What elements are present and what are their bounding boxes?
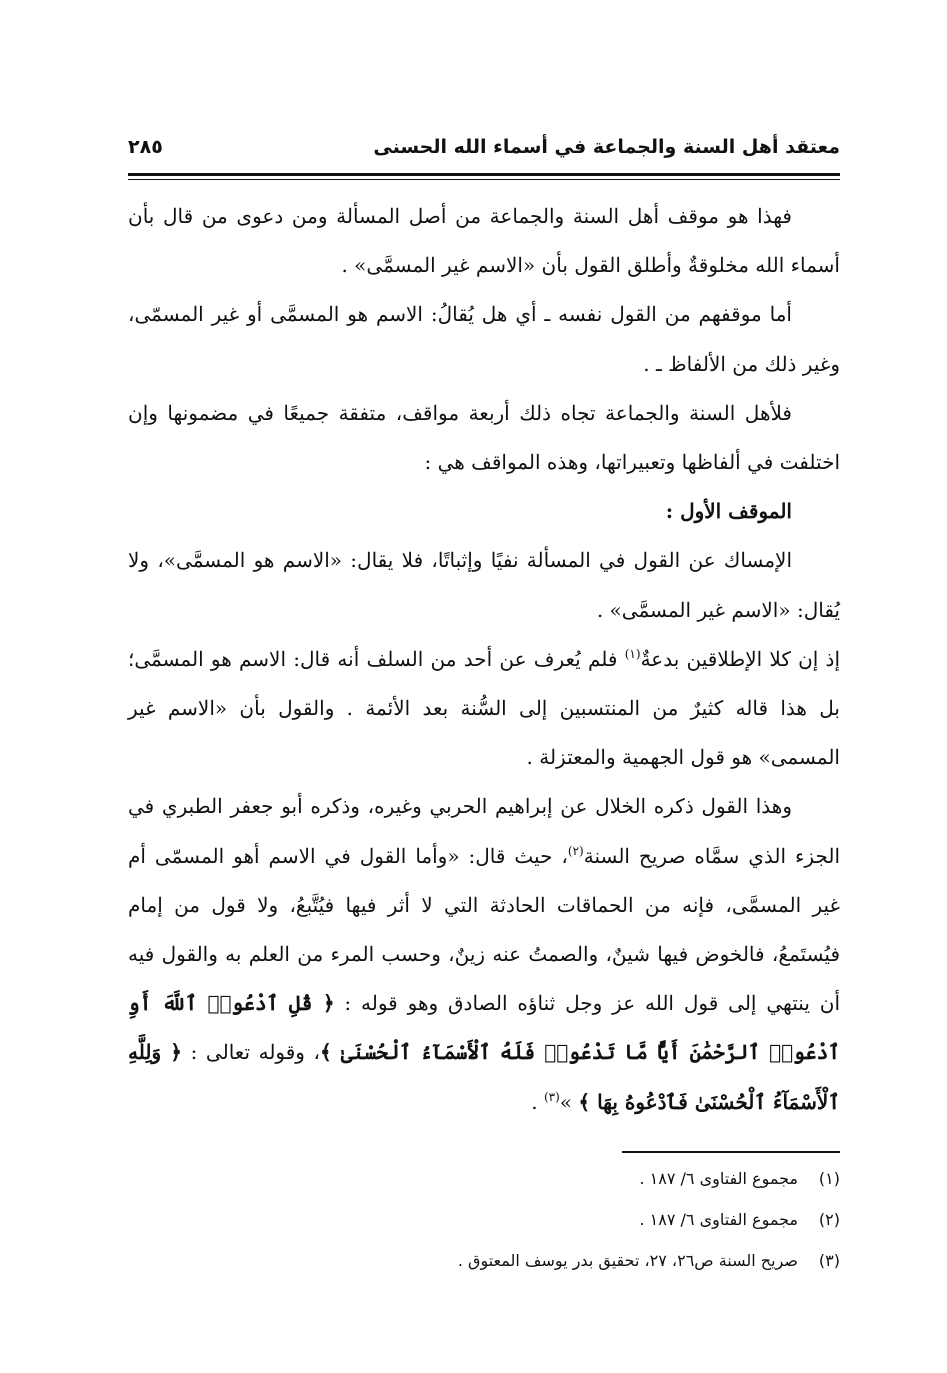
paragraph-5-part-a: إذ إن كلا الإطلاقين بدعةٌ xyxy=(640,646,841,671)
paragraph-6-part-b: ، حيث قال: «وأما القول في الاسم أهو المسمّى أم غير المسمَّى، فإنه من الحماقات الحادثة التي لا أثر فيها فيُتَّبعُ، ولا قول من إمام فيُستَمعُ، فالخوض فيها شينٌ، والصمتُ عنه زينٌ، وحسب المرء من العلم به والقول فيه أن ينتهي إلى قول الله عز وجل ثناؤه الصادق وهو قوله : xyxy=(128,843,840,1016)
footnote-ref-2[interactable]: (٢) xyxy=(567,843,584,858)
section-heading-first-position: الموقف الأول : xyxy=(665,499,792,524)
footnote-text: مجموع الفتاوى ٦/ ١٨٧ . xyxy=(639,1169,798,1188)
header-rule-thick xyxy=(128,173,840,176)
footnotes xyxy=(128,1158,840,1281)
paragraph-6-part-a: وهذا القول ذكره الخلال عن إبراهيم الحربي وغيره، وذكره أبو جعفر الطبري في الجزء الذي سمَّاه صريح السنة xyxy=(128,794,841,868)
footnote-1 xyxy=(128,1158,840,1199)
main-text xyxy=(128,192,840,1127)
quran-verse-2: ﴿ وَلِلَّهِ ٱلْأَسْمَآءُ ٱلْحُسْنَىٰ فَٱدْعُوهُ بِهَا ﴾ xyxy=(128,1040,840,1114)
running-header-title: معتقد أهل السنة والجماعة في أسماء الله الحسنى xyxy=(373,136,840,158)
paragraph-2: أما موقفهم من القول نفسه ـ أي هل يُقالُ: الاسم هو المسمَّى أو غير المسمّى، وغير ذلك من الألفاظ ـ . xyxy=(128,302,840,376)
quran-verse-1: ﴿ قُلِ ٱدْعُوا۟ ٱللَّهَ أَوِ ٱدْعُوا۟ ٱلرَّحْمَٰنَ أَيًّا مَّا تَدْعُوا۟ فَلَهُ ٱلْأَسْمَآءُ ٱلْحُسْنَىٰ ﴾ xyxy=(128,991,841,1065)
paragraph-4: الإمساك عن القول في المسألة نفيًا وإثباتًا، فلا يقال: «الاسم هو المسمَّى»، ولا يُقال: «الاسم غير المسمَّى» . xyxy=(128,548,840,622)
footnote-2 xyxy=(128,1199,840,1240)
footnote-number: (٣) xyxy=(818,1251,840,1270)
header-rule-thin xyxy=(128,179,840,180)
paragraph-5-part-b: فلم يُعرف عن أحد من السلف أنه قال: الاسم هو المسمَّى؛ بل هذا قاله كثيرٌ من المنتسبين إلى السُّنة بعد الأئمة . والقول بأن «الاسم غير المسمى» هو قول الجهمية والمعتزلة . xyxy=(128,646,840,770)
running-header xyxy=(128,132,840,166)
paragraph-6-end: . xyxy=(531,1089,544,1114)
footnote-3 xyxy=(128,1240,840,1281)
footnote-text: مجموع الفتاوى ٦/ ١٨٧ . xyxy=(639,1210,798,1229)
paragraph-5 xyxy=(128,635,840,783)
page-number: ٢٨٥ xyxy=(128,136,163,158)
paragraph-6 xyxy=(128,782,840,1126)
footnote-number: (١) xyxy=(818,1169,840,1188)
footnote-separator xyxy=(622,1151,840,1153)
footnote-ref-1[interactable]: (١) xyxy=(624,646,641,661)
footnote-ref-3[interactable]: (٣) xyxy=(543,1089,560,1104)
paragraph-6-quote-close: » xyxy=(559,1089,573,1114)
paragraph-6-part-c: ، وقوله تعالى : xyxy=(190,1040,321,1065)
footnote-number: (٢) xyxy=(818,1210,840,1229)
paragraph-3: فلأهل السنة والجماعة تجاه ذلك أربعة مواقف، متفقة جميعًا في مضمونها وإن اختلفت في ألفاظها وتعبيراتها، وهذه المواقف هي : xyxy=(128,400,840,475)
footnote-text: صريح السنة ص٢٦، ٢٧، تحقيق بدر يوسف المعتوق . xyxy=(457,1251,798,1270)
paragraph-1: فهذا هو موقف أهل السنة والجماعة من أصل المسألة ومن دعوى من قال بأن أسماء الله مخلوقةٌ وأطلق القول بأن «الاسم غير المسمَّى» . xyxy=(128,204,840,278)
